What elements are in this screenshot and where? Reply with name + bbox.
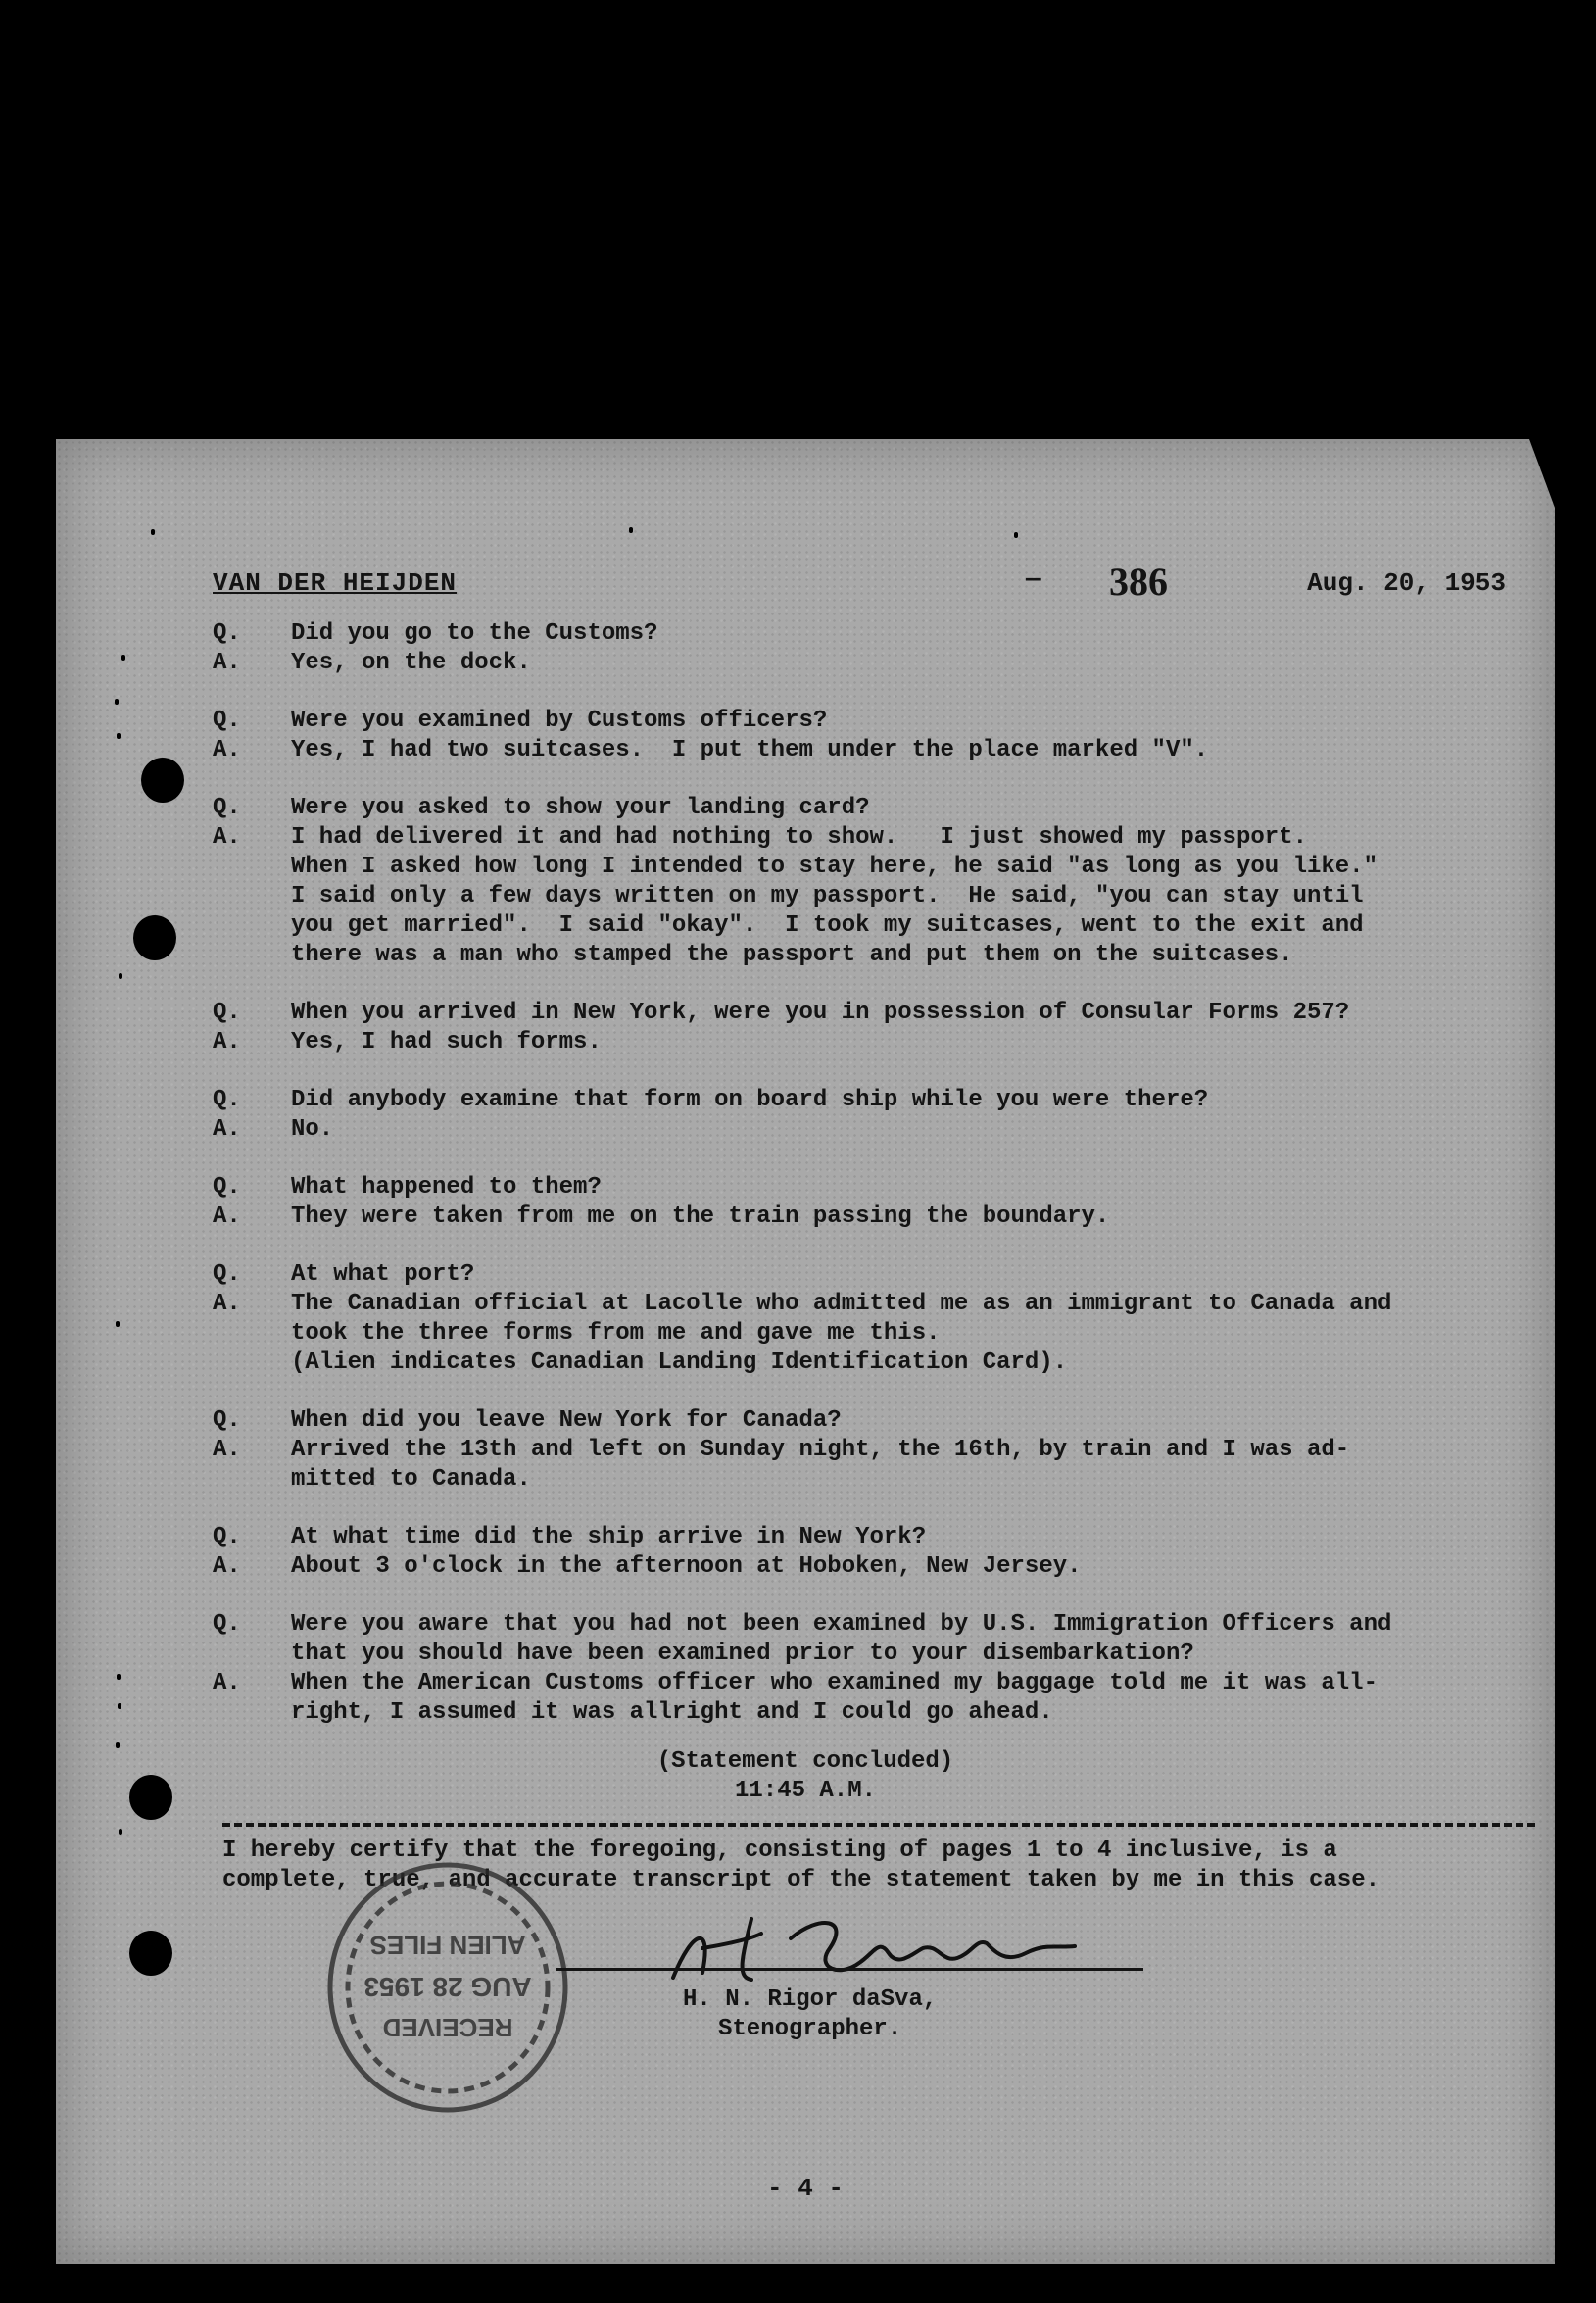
answer-line [213, 941, 1525, 970]
question-label: Q. [213, 1611, 241, 1638]
answer-line [213, 882, 1525, 911]
ink-speck [117, 1674, 121, 1680]
dashed-divider [222, 1823, 1535, 1827]
signer-name: H. N. Rigor daSva, [683, 1986, 938, 2013]
page-footer: - 4 - [766, 2174, 844, 2203]
answer-text: you get married". I said "okay". I took my suitcases, went to the exit and [291, 912, 1364, 939]
question-line [213, 1610, 1525, 1640]
question-line [213, 1406, 1525, 1436]
ink-speck [121, 655, 125, 661]
answer-text: No. [291, 1116, 334, 1143]
answer-text: (Alien indicates Canadian Landing Identification Card). [291, 1349, 1068, 1376]
answer-text: They were taken from me on the train passing the boundary. [291, 1203, 1110, 1230]
answer-line [213, 1669, 1525, 1698]
qa-block [213, 619, 1525, 678]
question-label: Q. [213, 795, 241, 821]
stamp-text-bottom: ALIEN FILES [369, 1931, 526, 1960]
ink-speck [1014, 532, 1018, 538]
answer-line [213, 911, 1525, 941]
handwritten-signature [644, 1909, 1153, 1997]
ink-speck [119, 1829, 122, 1835]
question-label: Q. [213, 708, 241, 734]
qa-block [213, 1610, 1525, 1728]
signer-block [683, 1985, 937, 2044]
answer-label: A. [213, 1116, 241, 1143]
question-line [213, 1260, 1525, 1290]
question-line [213, 1173, 1525, 1202]
question-line [213, 1086, 1525, 1115]
answer-text: took the three forms from me and gave me this. [291, 1320, 941, 1347]
question-text: Were you examined by Customs officers? [291, 708, 828, 734]
qa-block [213, 1406, 1525, 1494]
stamped-page-number: 386 [1109, 560, 1168, 604]
certification-line: I hereby certify that the foregoing, consisting of pages 1 to 4 inclusive, is a [222, 1838, 1337, 1864]
answer-text: When the American Customs officer who examined my baggage told me it was all- [291, 1670, 1378, 1696]
answer-text: Arrived the 13th and left on Sunday night, the 16th, by train and I was ad- [291, 1437, 1350, 1463]
question-text: At what time did the ship arrive in New York? [291, 1524, 927, 1550]
question-text: Were you asked to show your landing card? [291, 795, 870, 821]
question-line [213, 999, 1525, 1028]
answer-text: Yes, I had two suitcases. I put them under the place marked "V". [291, 737, 1209, 763]
answer-line [213, 1202, 1525, 1232]
question-label: Q. [213, 1087, 241, 1113]
answer-label: A. [213, 1553, 241, 1580]
punch-hole [129, 1775, 172, 1820]
punch-hole [129, 1931, 172, 1976]
answer-line [213, 1115, 1525, 1145]
ink-speck [116, 1742, 120, 1748]
question-text: that you should have been examined prior to your disembarkation? [291, 1641, 1194, 1667]
ink-speck [118, 1703, 121, 1709]
qa-block [213, 1173, 1525, 1232]
answer-line [213, 853, 1525, 882]
document-page [56, 439, 1555, 2264]
ink-speck [115, 699, 119, 705]
ink-speck [151, 529, 155, 535]
answer-line [213, 1465, 1525, 1494]
torn-corner [1529, 439, 1555, 508]
answer-line [213, 1698, 1525, 1728]
answer-text: About 3 o'clock in the afternoon at Hoboken, New Jersey. [291, 1553, 1082, 1580]
answer-line [213, 736, 1525, 765]
answer-line [213, 1028, 1525, 1057]
answer-text: Yes, I had such forms. [291, 1029, 602, 1055]
signature-line [556, 1968, 1143, 1971]
concluded-time: 11:45 A.M. [734, 1778, 877, 1804]
document-header [213, 559, 1506, 604]
signer-title: Stenographer. [718, 2016, 902, 2042]
answer-text: mitted to Canada. [291, 1466, 531, 1493]
question-label: Q. [213, 1524, 241, 1550]
answer-label: A. [213, 1203, 241, 1230]
qa-block [213, 1260, 1525, 1378]
concluded-label: (Statement concluded) [656, 1748, 954, 1775]
punch-hole [133, 915, 176, 960]
question-label: Q. [213, 1261, 241, 1288]
question-label: Q. [213, 1174, 241, 1200]
answer-label: A. [213, 824, 241, 851]
answer-line [213, 649, 1525, 678]
document-date: Aug. 20, 1953 [1307, 568, 1506, 598]
answer-label: A. [213, 737, 241, 763]
qa-transcript [213, 619, 1525, 1756]
answer-label: A. [213, 1670, 241, 1696]
question-text: Were you aware that you had not been examined by U.S. Immigration Officers and [291, 1611, 1392, 1638]
answer-line [213, 1319, 1525, 1348]
question-text: Did you go to the Customs? [291, 620, 658, 647]
qa-block [213, 999, 1525, 1057]
question-text: When you arrived in New York, were you in possession of Consular Forms 257? [291, 1000, 1350, 1026]
ink-speck [116, 1321, 120, 1327]
answer-line [213, 1348, 1525, 1378]
qa-block [213, 707, 1525, 765]
punch-hole [141, 758, 184, 803]
answer-line [213, 1436, 1525, 1465]
subject-name: VAN DER HEIJDEN [213, 568, 458, 598]
certification-line: complete, true, and accurate transcript of the statement taken by me in this case. [222, 1867, 1379, 1893]
question-line [213, 619, 1525, 649]
qa-block [213, 1086, 1525, 1145]
question-line [213, 1523, 1525, 1552]
ink-speck [117, 733, 121, 739]
question-line [213, 1640, 1525, 1669]
qa-block [213, 794, 1525, 970]
received-stamp [315, 1850, 580, 2125]
statement-concluded [56, 1747, 1555, 1806]
answer-label: A. [213, 1029, 241, 1055]
answer-label: A. [213, 650, 241, 676]
answer-label: A. [213, 1291, 241, 1317]
qa-block [213, 1523, 1525, 1582]
question-line [213, 794, 1525, 823]
answer-text: right, I assumed it was allright and I could go ahead. [291, 1699, 1053, 1726]
answer-label: A. [213, 1437, 241, 1463]
ink-speck [629, 527, 633, 533]
question-label: Q. [213, 1000, 241, 1026]
stamp-text-date: AUG 28 1953 [363, 1972, 532, 2002]
answer-text: When I asked how long I intended to stay here, he said "as long as you like." [291, 854, 1378, 880]
question-text: At what port? [291, 1261, 475, 1288]
header-dash: — [1026, 564, 1041, 594]
answer-text: Yes, on the dock. [291, 650, 531, 676]
question-label: Q. [213, 1407, 241, 1434]
question-line [213, 707, 1525, 736]
answer-text: there was a man who stamped the passport and put them on the suitcases. [291, 942, 1293, 968]
answer-line [213, 823, 1525, 853]
answer-line [213, 1290, 1525, 1319]
question-text: Did anybody examine that form on board ship while you were there? [291, 1087, 1209, 1113]
answer-text: I had delivered it and had nothing to show. I just showed my passport. [291, 824, 1307, 851]
answer-text: The Canadian official at Lacolle who admitted me as an immigrant to Canada and [291, 1291, 1392, 1317]
ink-speck [119, 973, 122, 979]
answer-text: I said only a few days written on my passport. He said, "you can stay until [291, 883, 1364, 909]
question-label: Q. [213, 620, 241, 647]
stamp-text-top: RECEIVED [382, 2013, 513, 2042]
question-text: When did you leave New York for Canada? [291, 1407, 842, 1434]
answer-line [213, 1552, 1525, 1582]
question-text: What happened to them? [291, 1174, 602, 1200]
